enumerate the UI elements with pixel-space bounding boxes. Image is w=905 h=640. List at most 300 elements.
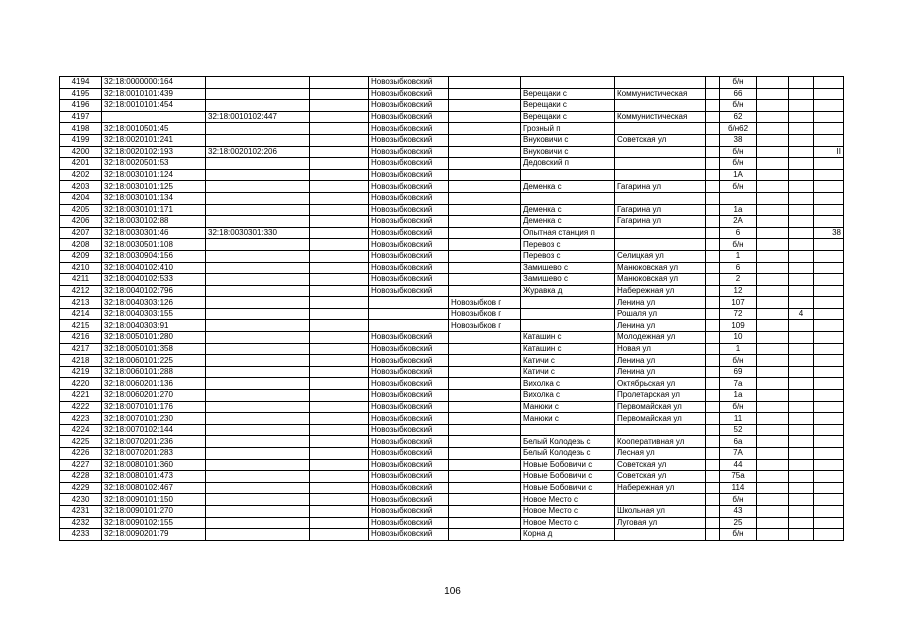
table-cell [615, 123, 706, 135]
table-cell [706, 146, 720, 158]
table-cell: Новозыбковский [369, 285, 449, 297]
table-cell [757, 332, 789, 344]
table-cell: б/н [720, 158, 757, 170]
table-cell [369, 320, 449, 332]
table-row [60, 100, 844, 112]
table-cell [615, 424, 706, 436]
table-cell: 4200 [60, 146, 102, 158]
table-cell [310, 494, 369, 506]
table-cell: Замишево с [521, 262, 615, 274]
table-cell: 4215 [60, 320, 102, 332]
table-cell: 32:18:0020102:206 [206, 146, 310, 158]
table-cell [706, 308, 720, 320]
table-cell [310, 482, 369, 494]
registry-table-body [60, 77, 844, 541]
table-cell [521, 169, 615, 181]
table-cell [615, 227, 706, 239]
table-cell [757, 204, 789, 216]
table-cell: 4225 [60, 436, 102, 448]
table-row [60, 297, 844, 309]
table-cell [310, 88, 369, 100]
table-cell [449, 401, 521, 413]
table-cell: Советская ул [615, 459, 706, 471]
table-cell [706, 192, 720, 204]
table-cell [310, 459, 369, 471]
table-cell [757, 424, 789, 436]
table-row [60, 401, 844, 413]
table-cell [789, 181, 814, 193]
table-cell [757, 436, 789, 448]
table-cell [789, 250, 814, 262]
table-cell [206, 448, 310, 460]
table-cell [814, 308, 844, 320]
table-cell [449, 471, 521, 483]
table-cell: 32:18:0010501:45 [102, 123, 206, 135]
table-cell [206, 366, 310, 378]
table-cell: 4201 [60, 158, 102, 170]
table-cell [369, 308, 449, 320]
table-cell [206, 320, 310, 332]
table-cell [789, 482, 814, 494]
table-cell: Новые Бобовичи с [521, 459, 615, 471]
table-cell: Новая ул [615, 343, 706, 355]
table-cell: Каташин с [521, 332, 615, 344]
table-cell [757, 471, 789, 483]
table-cell [814, 216, 844, 228]
table-cell [814, 274, 844, 286]
table-cell [706, 436, 720, 448]
table-cell [449, 343, 521, 355]
table-cell: 32:18:0060101:225 [102, 355, 206, 367]
table-cell: Новозыбков г [449, 320, 521, 332]
table-cell [449, 250, 521, 262]
table-cell [449, 448, 521, 460]
table-cell: 32:18:0090101:270 [102, 505, 206, 517]
table-cell [206, 482, 310, 494]
table-cell [814, 448, 844, 460]
table-cell: 4196 [60, 100, 102, 112]
table-cell: 4205 [60, 204, 102, 216]
table-cell: 43 [720, 505, 757, 517]
table-row [60, 111, 844, 123]
table-cell: Новозыбковский [369, 401, 449, 413]
table-cell [814, 134, 844, 146]
table-cell: Деменка с [521, 216, 615, 228]
table-cell: Ленина ул [615, 297, 706, 309]
table-cell [310, 424, 369, 436]
table-cell: 11 [720, 413, 757, 425]
table-cell: 6а [720, 436, 757, 448]
table-cell: 32:18:0040102:410 [102, 262, 206, 274]
table-cell [310, 308, 369, 320]
table-cell [706, 239, 720, 251]
table-cell [206, 158, 310, 170]
table-cell: Новозыбковский [369, 517, 449, 529]
table-cell: 4221 [60, 390, 102, 402]
table-cell [206, 169, 310, 181]
table-cell [706, 227, 720, 239]
table-cell: Новозыбковский [369, 146, 449, 158]
table-cell: Перевоз с [521, 239, 615, 251]
table-cell [206, 134, 310, 146]
table-cell: Новозыбков г [449, 297, 521, 309]
table-cell [706, 401, 720, 413]
table-cell [789, 77, 814, 89]
table-cell [814, 169, 844, 181]
table-cell [789, 413, 814, 425]
table-cell: Новозыбковский [369, 471, 449, 483]
table-cell [706, 169, 720, 181]
table-cell [814, 204, 844, 216]
table-cell [615, 77, 706, 89]
table-cell [757, 123, 789, 135]
table-cell: 66 [720, 88, 757, 100]
table-cell [757, 227, 789, 239]
table-cell [757, 517, 789, 529]
table-row [60, 448, 844, 460]
table-cell [449, 227, 521, 239]
table-cell: б/н [720, 529, 757, 541]
table-cell [206, 216, 310, 228]
table-cell [449, 413, 521, 425]
table-cell [310, 297, 369, 309]
table-cell [757, 77, 789, 89]
table-cell [706, 471, 720, 483]
table-cell [449, 355, 521, 367]
table-cell: 32:18:0070102:144 [102, 424, 206, 436]
table-row [60, 459, 844, 471]
table-cell [814, 482, 844, 494]
table-cell: Новозыбковский [369, 111, 449, 123]
table-row [60, 494, 844, 506]
table-cell: Новозыбковский [369, 123, 449, 135]
table-cell [206, 308, 310, 320]
table-cell: 32:18:0020501:53 [102, 158, 206, 170]
table-cell: 69 [720, 366, 757, 378]
table-cell [814, 332, 844, 344]
table-cell [206, 239, 310, 251]
table-cell [757, 320, 789, 332]
table-cell [706, 285, 720, 297]
table-cell: Первомайская ул [615, 413, 706, 425]
table-cell: Новое Место с [521, 505, 615, 517]
table-cell [310, 320, 369, 332]
table-cell [706, 413, 720, 425]
table-cell [789, 134, 814, 146]
table-cell [757, 390, 789, 402]
table-cell [789, 378, 814, 390]
table-cell: 114 [720, 482, 757, 494]
table-cell: б/н [720, 181, 757, 193]
table-cell [757, 88, 789, 100]
table-cell: 4220 [60, 378, 102, 390]
table-row [60, 239, 844, 251]
table-cell [102, 111, 206, 123]
table-cell: Новозыбковский [369, 494, 449, 506]
table-cell: Новозыбковский [369, 274, 449, 286]
table-cell: Новозыбковский [369, 227, 449, 239]
table-row [60, 285, 844, 297]
table-cell [206, 517, 310, 529]
table-cell: 107 [720, 297, 757, 309]
table-cell: 32:18:0050101:358 [102, 343, 206, 355]
table-cell [706, 505, 720, 517]
table-cell [757, 192, 789, 204]
table-cell: 32:18:0090101:150 [102, 494, 206, 506]
table-row [60, 181, 844, 193]
table-cell: Новозыбковский [369, 482, 449, 494]
table-cell [757, 529, 789, 541]
table-cell [310, 262, 369, 274]
table-cell [757, 285, 789, 297]
table-cell [706, 123, 720, 135]
table-cell: 4228 [60, 471, 102, 483]
table-cell [789, 390, 814, 402]
table-cell [706, 216, 720, 228]
table-cell: 32:18:0060201:270 [102, 390, 206, 402]
table-cell [206, 494, 310, 506]
table-cell: 32:18:0070101:176 [102, 401, 206, 413]
table-cell: 32:18:0030102:88 [102, 216, 206, 228]
table-row [60, 366, 844, 378]
table-cell [814, 424, 844, 436]
table-cell [706, 366, 720, 378]
table-cell: Ленина ул [615, 320, 706, 332]
table-cell [757, 482, 789, 494]
table-cell [706, 100, 720, 112]
table-cell [757, 274, 789, 286]
table-row [60, 436, 844, 448]
table-cell [706, 390, 720, 402]
table-cell: 4233 [60, 529, 102, 541]
table-cell: 4212 [60, 285, 102, 297]
table-cell [706, 482, 720, 494]
table-row [60, 482, 844, 494]
table-cell [206, 181, 310, 193]
table-cell [814, 100, 844, 112]
table-cell: Вихолка с [521, 378, 615, 390]
table-cell: 4216 [60, 332, 102, 344]
table-cell: Новозыбковский [369, 529, 449, 541]
table-cell [789, 262, 814, 274]
registry-table [59, 76, 844, 541]
table-cell [310, 343, 369, 355]
table-cell [449, 181, 521, 193]
table-cell [757, 262, 789, 274]
table-cell [814, 401, 844, 413]
table-cell: 32:18:0040303:155 [102, 308, 206, 320]
table-cell [789, 366, 814, 378]
table-cell [789, 448, 814, 460]
table-cell [757, 146, 789, 158]
table-cell [706, 355, 720, 367]
table-cell: Новозыбковский [369, 343, 449, 355]
table-cell [706, 459, 720, 471]
table-cell: Набережная ул [615, 285, 706, 297]
table-cell: Новозыбковский [369, 158, 449, 170]
table-cell [789, 111, 814, 123]
table-cell [310, 355, 369, 367]
table-cell: 1А [720, 169, 757, 181]
table-cell [206, 459, 310, 471]
table-cell [814, 250, 844, 262]
table-cell [449, 424, 521, 436]
table-cell: 52 [720, 424, 757, 436]
table-cell: Ленина ул [615, 355, 706, 367]
table-cell: Новозыбковский [369, 448, 449, 460]
table-cell [757, 308, 789, 320]
table-cell [789, 216, 814, 228]
table-cell [615, 192, 706, 204]
table-cell: 4194 [60, 77, 102, 89]
table-cell [206, 100, 310, 112]
table-cell [206, 529, 310, 541]
table-cell [720, 192, 757, 204]
table-cell: б/н [720, 239, 757, 251]
table-cell: 32:18:0010101:439 [102, 88, 206, 100]
table-cell [789, 494, 814, 506]
table-cell: 32:18:0030301:46 [102, 227, 206, 239]
table-cell: Белый Колодезь с [521, 436, 615, 448]
table-cell [814, 413, 844, 425]
table-cell [310, 227, 369, 239]
table-cell [310, 192, 369, 204]
table-cell [521, 192, 615, 204]
table-cell: Рошаля ул [615, 308, 706, 320]
table-cell [310, 366, 369, 378]
table-cell [310, 111, 369, 123]
table-cell [814, 297, 844, 309]
table-cell [706, 77, 720, 89]
table-cell: 32:18:0030101:171 [102, 204, 206, 216]
table-cell [789, 146, 814, 158]
table-cell: Новые Бобовичи с [521, 482, 615, 494]
table-row [60, 146, 844, 158]
table-cell [206, 401, 310, 413]
table-cell: 32:18:0060201:136 [102, 378, 206, 390]
table-cell [310, 436, 369, 448]
table-cell [814, 88, 844, 100]
table-cell [206, 123, 310, 135]
table-cell [449, 332, 521, 344]
table-cell [789, 401, 814, 413]
table-cell [206, 77, 310, 89]
table-cell: 4231 [60, 505, 102, 517]
table-cell: 32:18:0040303:126 [102, 297, 206, 309]
table-cell [814, 494, 844, 506]
table-cell [310, 448, 369, 460]
table-cell [706, 378, 720, 390]
table-cell: Новозыбковский [369, 134, 449, 146]
table-row [60, 308, 844, 320]
table-row [60, 505, 844, 517]
table-cell: Манюковская ул [615, 274, 706, 286]
table-cell: 25 [720, 517, 757, 529]
table-cell [757, 494, 789, 506]
table-cell [757, 181, 789, 193]
table-cell [206, 204, 310, 216]
table-cell [449, 262, 521, 274]
table-cell [814, 471, 844, 483]
table-cell [814, 517, 844, 529]
table-cell: 10 [720, 332, 757, 344]
table-cell [206, 343, 310, 355]
table-cell: 32:18:0010102:447 [206, 111, 310, 123]
table-cell [757, 239, 789, 251]
table-cell [449, 285, 521, 297]
table-cell: 32:18:0020101:241 [102, 134, 206, 146]
table-cell [310, 169, 369, 181]
table-cell: Манюковская ул [615, 262, 706, 274]
table-cell: Верещаки с [521, 88, 615, 100]
table-cell [449, 111, 521, 123]
table-cell [310, 413, 369, 425]
table-cell: 4214 [60, 308, 102, 320]
table-cell [757, 343, 789, 355]
table-cell [449, 517, 521, 529]
table-cell [449, 134, 521, 146]
table-cell [449, 216, 521, 228]
table-cell [757, 355, 789, 367]
table-cell: Молодежная ул [615, 332, 706, 344]
table-cell [814, 158, 844, 170]
table-cell [789, 355, 814, 367]
table-cell [706, 111, 720, 123]
table-cell [789, 239, 814, 251]
table-row [60, 355, 844, 367]
table-cell [615, 169, 706, 181]
table-cell [814, 366, 844, 378]
table-cell: Журавка д [521, 285, 615, 297]
table-cell [449, 459, 521, 471]
table-cell: Новое Место с [521, 517, 615, 529]
table-cell [369, 297, 449, 309]
table-cell [310, 517, 369, 529]
table-cell [449, 204, 521, 216]
table-row [60, 274, 844, 286]
table-cell [206, 413, 310, 425]
table-cell: Замишево с [521, 274, 615, 286]
table-cell: 4210 [60, 262, 102, 274]
table-cell: 32:18:0070201:236 [102, 436, 206, 448]
table-cell: 4202 [60, 169, 102, 181]
table-cell: Вихолка с [521, 390, 615, 402]
table-cell: 4 [789, 308, 814, 320]
table-cell: 1 [720, 250, 757, 262]
table-row [60, 413, 844, 425]
table-cell [706, 262, 720, 274]
table-row [60, 390, 844, 402]
table-cell [814, 343, 844, 355]
table-cell [206, 436, 310, 448]
table-cell [706, 181, 720, 193]
table-cell: Корна д [521, 529, 615, 541]
table-row [60, 332, 844, 344]
table-cell: 4209 [60, 250, 102, 262]
table-cell: 4207 [60, 227, 102, 239]
table-cell: Гагарина ул [615, 216, 706, 228]
table-cell [757, 297, 789, 309]
table-cell: Новозыбков г [449, 308, 521, 320]
table-cell [814, 123, 844, 135]
table-cell: Новозыбковский [369, 216, 449, 228]
table-cell [206, 250, 310, 262]
table-cell [706, 158, 720, 170]
table-cell: 4203 [60, 181, 102, 193]
table-cell: 32:18:0050101:280 [102, 332, 206, 344]
table-cell [789, 517, 814, 529]
table-cell [449, 123, 521, 135]
